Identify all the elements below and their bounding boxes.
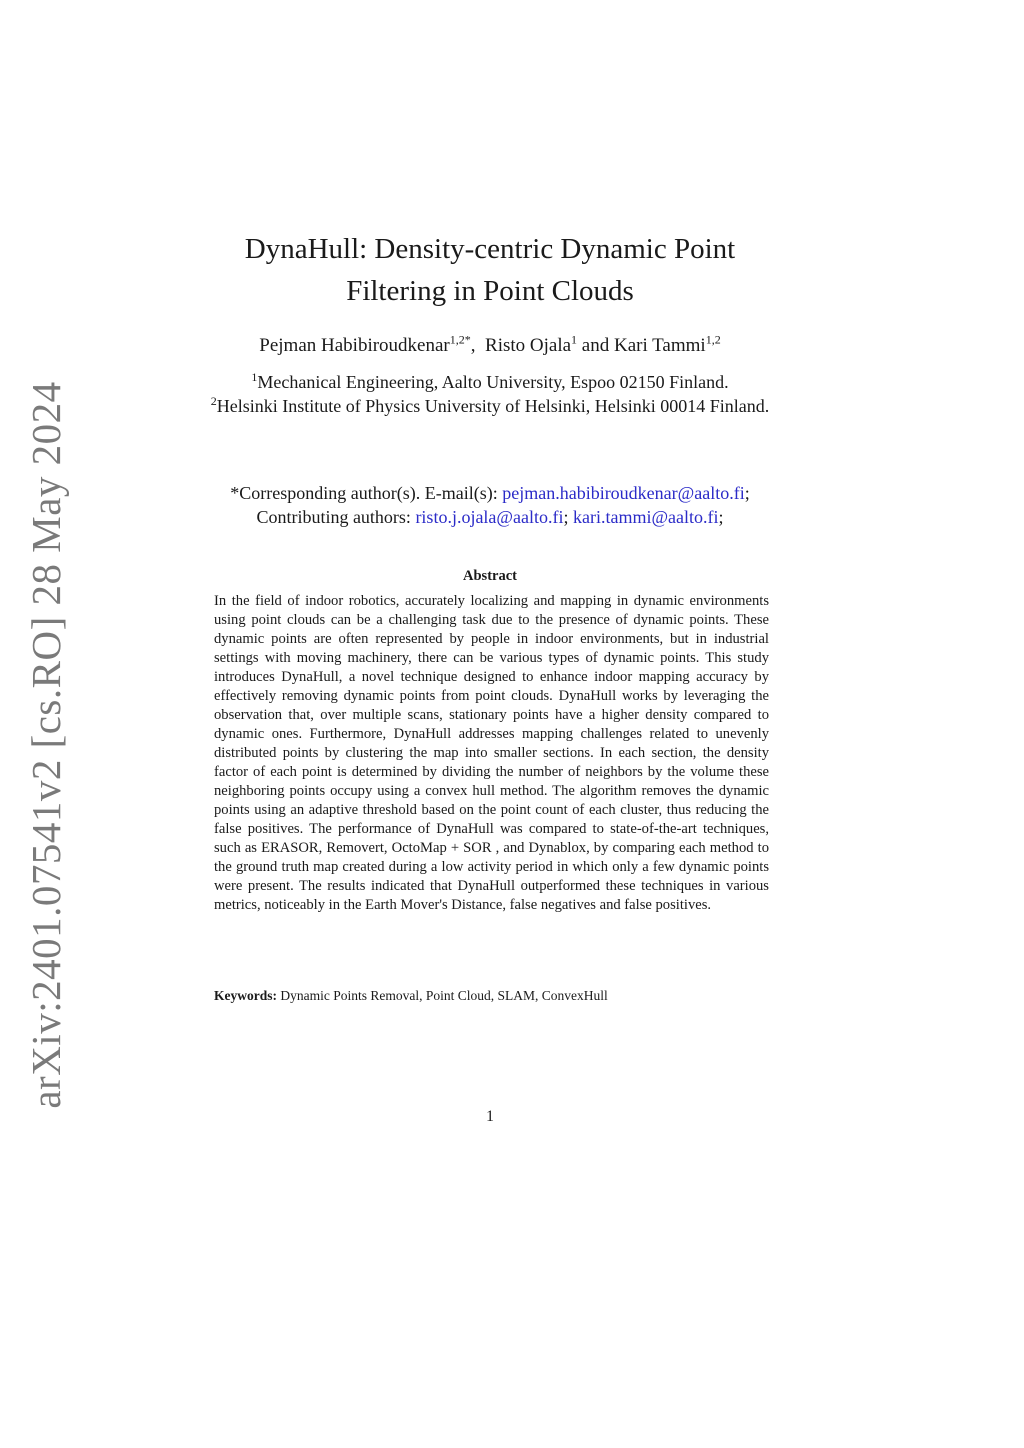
corresponding-author-line: *Corresponding author(s). E-mail(s): pejman.habibiroudkenar@aalto.fi; <box>230 483 750 503</box>
affiliation-list <box>0 370 980 418</box>
affiliation-item <box>0 370 980 394</box>
keywords-text: Dynamic Points Removal, Point Cloud, SLAM, ConvexHull <box>280 988 608 1003</box>
contributing-label: Contributing authors: <box>256 507 411 527</box>
affiliation-mark: 1 <box>251 370 258 384</box>
page-number: 1 <box>486 1108 494 1125</box>
corresponding-email-link[interactable]: pejman.habibiroudkenar@aalto.fi <box>502 483 745 503</box>
keywords-line <box>214 987 774 1005</box>
keywords-label: Keywords: <box>214 988 277 1003</box>
abstract-heading: Abstract <box>463 568 517 584</box>
author-list <box>0 333 980 359</box>
paper-title <box>0 228 980 312</box>
contributing-email-link[interactable]: kari.tammi@aalto.fi <box>573 507 719 527</box>
contributing-authors-line: Contributing authors: risto.j.ojala@aalto.fi; kari.tammi@aalto.fi; <box>256 507 724 527</box>
contributing-email-link[interactable]: risto.j.ojala@aalto.fi <box>415 507 564 527</box>
author-separator: and <box>581 335 610 356</box>
title-line-2: Filtering in Point Clouds <box>346 275 634 307</box>
author-name: Pejman Habibiroudkenar <box>259 335 450 356</box>
author-affiliation-mark: 1 <box>571 332 578 347</box>
author-affiliation-mark: 1,2 <box>705 332 721 347</box>
corresponding-label: *Corresponding author(s). E-mail(s): <box>230 483 498 503</box>
abstract-body: In the field of indoor robotics, accurately localizing and mapping in dynamic environments using point clouds can be a challenging task due to the presence of dynamic points. These dynamic points are often represented by people in indoor environments, but in industrial settings with moving machinery, there can be various types of dynamic points. This study introduces DynaHull, a novel technique designed to enhance indoor mapping accuracy by effectively removing dynamic points from point clouds. DynaHull works by leveraging the observation that, over multiple scans, stationary points have a higher density compared to dynamic ones. Furthermore, DynaHull addresses mapping challenges related to unevenly distributed points by clustering the map into smaller sections. In each section, the density factor of each point is determined by dividing the number of neighbors by the volume these neighboring points occupy using a convex hull method. The algorithm removes the dynamic points using an adaptive threshold based on the point count of each cluster, thus reducing the false positives. The performance of DynaHull was compared to state-of-the-art techniques, such as ERASOR, Removert, OctoMap + SOR , and Dynablox, by comparing each method to the ground truth map created during a low activity period in which only a few dynamic points were present. The results indicated that DynaHull outperformed these techniques in various metrics, noticeably in the Earth Mover's Distance, false negatives and false positives. <box>214 593 769 913</box>
correspondence-block <box>0 481 980 529</box>
author-name: Risto Ojala <box>485 335 572 356</box>
author-affiliation-mark: 1,2* <box>449 332 471 347</box>
author-separator: , <box>470 335 476 356</box>
arxiv-identifier-stamp: arXiv:2401.07541v2 [cs.RO] 28 May 2024 <box>23 381 69 1109</box>
author-name: Kari Tammi <box>613 335 706 356</box>
affiliation-text: Helsinki Institute of Physics University of Helsinki, Helsinki 00014 Finland. <box>216 396 770 416</box>
affiliation-mark: 2 <box>210 394 217 408</box>
affiliation-text: Mechanical Engineering, Aalto University, Espoo 02150 Finland. <box>257 372 729 392</box>
title-line-1: DynaHull: Density-centric Dynamic Point <box>244 233 736 265</box>
affiliation-item <box>205 394 775 418</box>
